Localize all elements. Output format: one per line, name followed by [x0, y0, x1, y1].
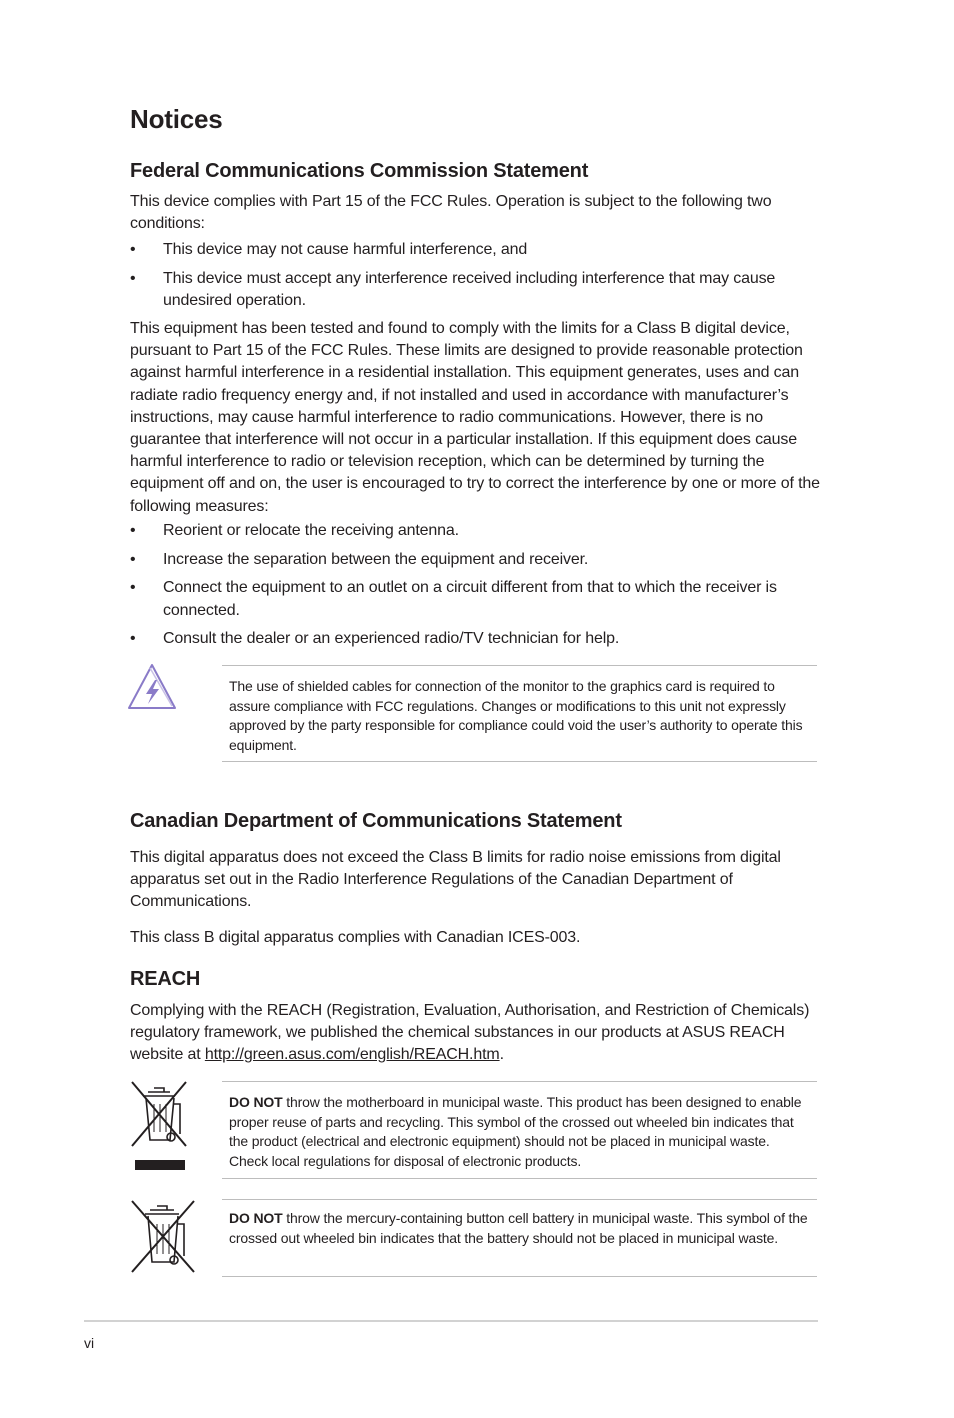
canada-para-1: This digital apparatus does not exceed the Class B limits for radio noise emissions from digital apparatus set out in the Radio Interference Regulations of the Canadian Department of Communications. — [130, 849, 781, 911]
fcc-note-text: The use of shielded cables for connection of the monitor to the graphics card is required to assure compliance with FCC regulations. Changes or modifications to this unit not expressly approved by the party responsible for compliance could void the user’s authority to operate this equipment. — [229, 678, 803, 753]
list-item: • This device must accept any interference received including interference that may cause undesired operation. — [130, 269, 776, 309]
list-item: • Increase the separation between the equipment and receiver. — [130, 549, 820, 571]
fcc-note-box — [222, 665, 817, 762]
bullet: • — [130, 579, 136, 597]
bullet: • — [130, 269, 136, 287]
fcc-body: This equipment has been tested and found to comply with the limits for a Class B digital device, pursuant to Part 15 of the FCC Rules. These limits are designed to provide reasonable protection against harmful interference in a residential installation. This equipment generates, uses and can radiate radio frequency energy and, if not installed and used in accordance with manufacturer’s instructions, may cause harmful interference to radio communications. However, there is no guarantee that interference will not occur in a particular installation. If this equipment does cause harmful interference to radio or television reception, which can be determined by turning the equipment off and on, the user is encouraged to try to correct the interference by one or more of the following measures: — [130, 320, 820, 515]
reach-website-link[interactable]: http://green.asus.com/english/REACH.htm — [204, 1046, 500, 1064]
crossed-out-wheeled-bin-icon — [128, 1198, 198, 1276]
bullet: • — [130, 241, 136, 258]
canada-para-2: This class B digital apparatus complies with Canadian ICES-003. — [130, 929, 581, 946]
fcc-conditions-list — [130, 239, 820, 319]
fcc-heading: Federal Communications Commission Statement — [130, 160, 589, 182]
reach-note-box-2 — [222, 1199, 817, 1277]
bullet: • — [130, 630, 136, 648]
list-item: • Consult the dealer or an experienced radio/TV technician for help. — [130, 628, 820, 650]
fcc-intro: This device complies with Part 15 of the FCC Rules. Operation is subject to the following two conditions: — [130, 193, 772, 233]
reach-note-box-1 — [222, 1081, 817, 1179]
bullet: • — [130, 522, 136, 539]
canada-heading: Canadian Department of Communications Statement — [130, 810, 622, 832]
reach-note-text-2: DO NOT throw the mercury-containing button cell battery in municipal waste. This symbol of the crossed out wheeled bin indicates that the battery should not be placed in municipal waste. — [229, 1210, 808, 1246]
lightning-warning-icon — [126, 662, 178, 712]
reach-note-text-1: DO NOT throw the motherboard in municipal waste. This product has been designed to enable proper reuse of parts and recycling. This symbol of the crossed out wheeled bin indicates that the product (electrical and electronic equipment) should not be placed in municipal waste. Check local regulations for disposal of electronic products. — [229, 1094, 802, 1169]
reach-text: Complying with the REACH (Registration, Evaluation, Authorisation, and Restriction of Chemicals) regulatory framework, we published the chemical substances in our products at ASUS REACH website at http://green.asus.com/english/REACH.htm. — [130, 1002, 810, 1064]
list-item: • Reorient or relocate the receiving antenna. — [130, 520, 820, 542]
reach-heading: REACH — [130, 968, 201, 990]
page-number: vi — [84, 1335, 95, 1351]
crossed-out-wheeled-bin-icon — [128, 1080, 190, 1174]
page-title: Notices — [130, 104, 223, 134]
fcc-measures-list — [130, 520, 820, 657]
footer-divider — [84, 1320, 818, 1322]
bullet: • — [130, 550, 136, 568]
list-item: • This device may not cause harmful interference, and — [130, 239, 820, 261]
list-item: • Connect the equipment to an outlet on a circuit different from that to which the receiver is connected. — [130, 579, 777, 619]
